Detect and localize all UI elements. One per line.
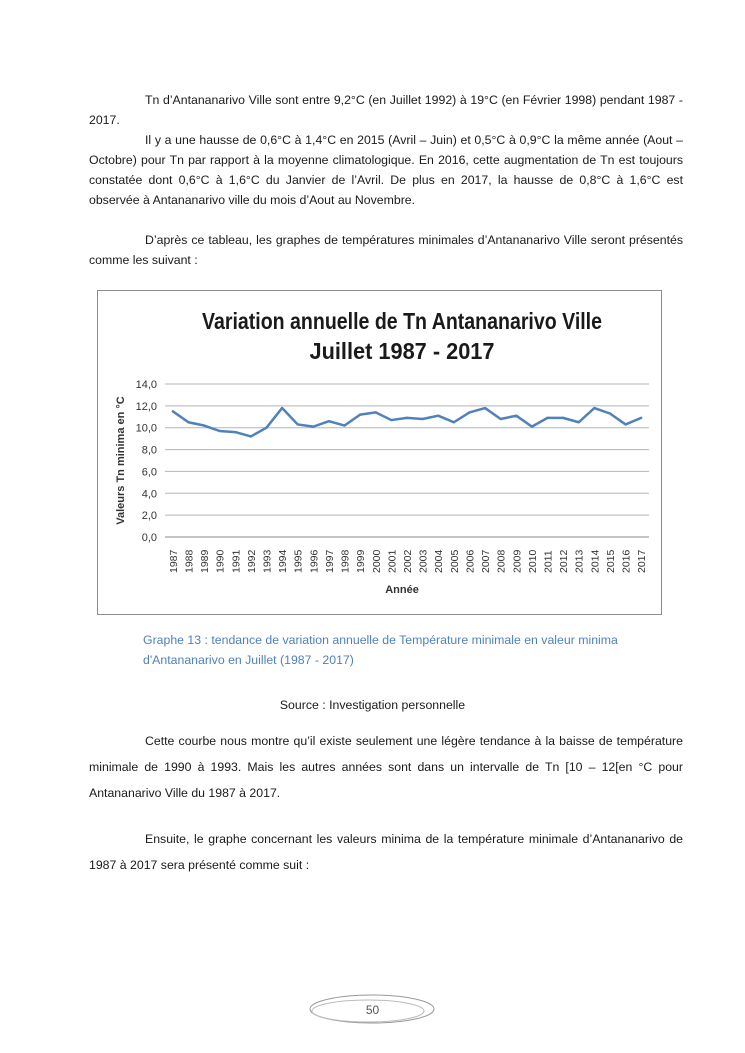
- data-point: [593, 407, 595, 409]
- data-point: [484, 407, 486, 409]
- data-point: [343, 424, 345, 426]
- data-point: [546, 417, 548, 419]
- y-tick-label: 6,0: [141, 466, 157, 479]
- data-point: [312, 425, 314, 427]
- data-point: [437, 414, 439, 416]
- x-tick-label: 2014: [589, 549, 602, 573]
- x-tick-label: 2013: [573, 549, 586, 573]
- x-tick-label: 1992: [245, 549, 258, 573]
- data-point: [203, 424, 205, 426]
- x-tick-label: 2007: [480, 549, 493, 573]
- chart-title: Variation annuelle de Tn Antananarivo Ville: [202, 308, 602, 334]
- y-tick-label: 10,0: [135, 422, 157, 435]
- page-number: 50: [365, 1003, 380, 1017]
- x-tick-label: 2011: [542, 550, 555, 573]
- data-point: [515, 414, 517, 416]
- x-tick-label: 1995: [292, 549, 305, 573]
- x-tick-label: 1989: [199, 549, 212, 573]
- x-tick-label: 1993: [261, 549, 274, 573]
- data-point: [453, 421, 455, 423]
- y-tick-label: 0,0: [141, 532, 157, 544]
- x-tick-label: 2017: [636, 549, 649, 573]
- figure-caption: Graphe 13 : tendance de variation annuelle de Température minimale en valeur minima d'Antananarivo en Juillet (1987 - 2017): [143, 633, 618, 667]
- chart-container: [97, 290, 662, 615]
- x-tick-label: 1988: [183, 549, 196, 573]
- line-chart: [98, 291, 661, 614]
- x-tick-label: 2004: [433, 549, 446, 573]
- data-point: [421, 418, 423, 420]
- x-tick-label: 2006: [464, 549, 477, 573]
- x-tick-label: 2015: [604, 549, 617, 573]
- x-tick-label: 2012: [558, 549, 571, 573]
- x-tick-label: 1998: [339, 549, 352, 573]
- data-point: [297, 423, 299, 425]
- paragraph: D’après ce tableau, les graphes de températures minimales d’Antananarivo Ville seront présentés comme les suivant :: [89, 233, 683, 267]
- data-point: [328, 420, 330, 422]
- data-point: [531, 425, 533, 427]
- x-tick-label: 2000: [370, 549, 383, 573]
- data-point: [375, 411, 377, 413]
- x-tick-label: 1999: [355, 549, 368, 573]
- data-point: [359, 413, 361, 415]
- paragraph: Cette courbe nous montre qu’il existe seulement une légère tendance à la baisse de température minimale de 1990 à 1993. Mais les autres années sont dans un intervalle de Tn [10 – 12[en °C pour Antananarivo Ville du 1987 à 2017.: [89, 734, 683, 800]
- x-tick-label: 1996: [308, 549, 321, 573]
- data-point: [187, 421, 189, 423]
- x-tick-label: 2002: [402, 549, 414, 573]
- data-point: [468, 411, 470, 413]
- paragraph: Ensuite, le graphe concernant les valeurs minima de la température minimale d’Antananarivo de 1987 à 2017 sera présenté comme suit :: [89, 832, 683, 872]
- x-tick-label: 2016: [620, 549, 633, 573]
- x-tick-label: 1991: [230, 549, 243, 573]
- y-tick-label: 12,0: [135, 400, 157, 413]
- data-point: [250, 435, 252, 437]
- y-tick-label: 14,0: [135, 379, 157, 391]
- data-point: [609, 412, 611, 414]
- series-line: [173, 408, 641, 436]
- x-tick-label: 1994: [277, 549, 290, 573]
- y-tick-label: 4,0: [141, 488, 157, 501]
- data-point: [624, 423, 626, 425]
- x-tick-label: 2008: [495, 549, 508, 573]
- chart-subtitle: Juillet 1987 - 2017: [309, 338, 495, 364]
- data-point: [390, 419, 392, 421]
- source-note: Source : Investigation personnelle: [279, 698, 466, 712]
- x-axis-title: Année: [385, 584, 419, 596]
- data-point: [640, 417, 642, 419]
- y-axis-title: Valeurs Tn minima en °C: [115, 396, 127, 525]
- data-point: [281, 407, 283, 409]
- paragraph: Tn d’Antananarivo Ville sont entre 9,2°C (en Juillet 1992) à 19°C (en Février 1998) pendant 1987 - 2017.: [89, 93, 683, 127]
- x-tick-label: 2003: [417, 549, 430, 573]
- paragraph: Il y a une hausse de 0,6°C à 1,4°C en 2015 (Avril – Juin) et 0,5°C à 0,9°C la même année (Aout – Octobre) pour Tn par rapport à la moyenne climatologique. En 2016, cette augmentation de Tn est toujours constatée dont 0,6°C à 1,6°C du Janvier de l’Avril. De plus en 2017, la hausse de 0,8°C à 1,6°C est observée à Antananarivo ville du mois d’Aout au Novembre.: [89, 133, 683, 207]
- data-point: [218, 430, 220, 432]
- x-tick-label: 1990: [214, 549, 227, 573]
- data-point: [172, 410, 174, 412]
- data-point: [406, 417, 408, 419]
- data-point: [499, 418, 501, 420]
- data-point: [265, 427, 267, 429]
- x-tick-label: 2010: [526, 549, 539, 573]
- x-tick-label: 2001: [386, 549, 399, 573]
- data-point: [234, 431, 236, 433]
- data-point: [578, 421, 580, 423]
- y-tick-label: 8,0: [141, 444, 157, 457]
- data-point: [562, 417, 564, 419]
- x-tick-label: 1997: [323, 549, 336, 573]
- x-tick-label: 1987: [167, 549, 180, 573]
- x-tick-label: 2005: [448, 549, 461, 573]
- x-tick-label: 2009: [511, 549, 524, 573]
- y-tick-label: 2,0: [141, 510, 157, 523]
